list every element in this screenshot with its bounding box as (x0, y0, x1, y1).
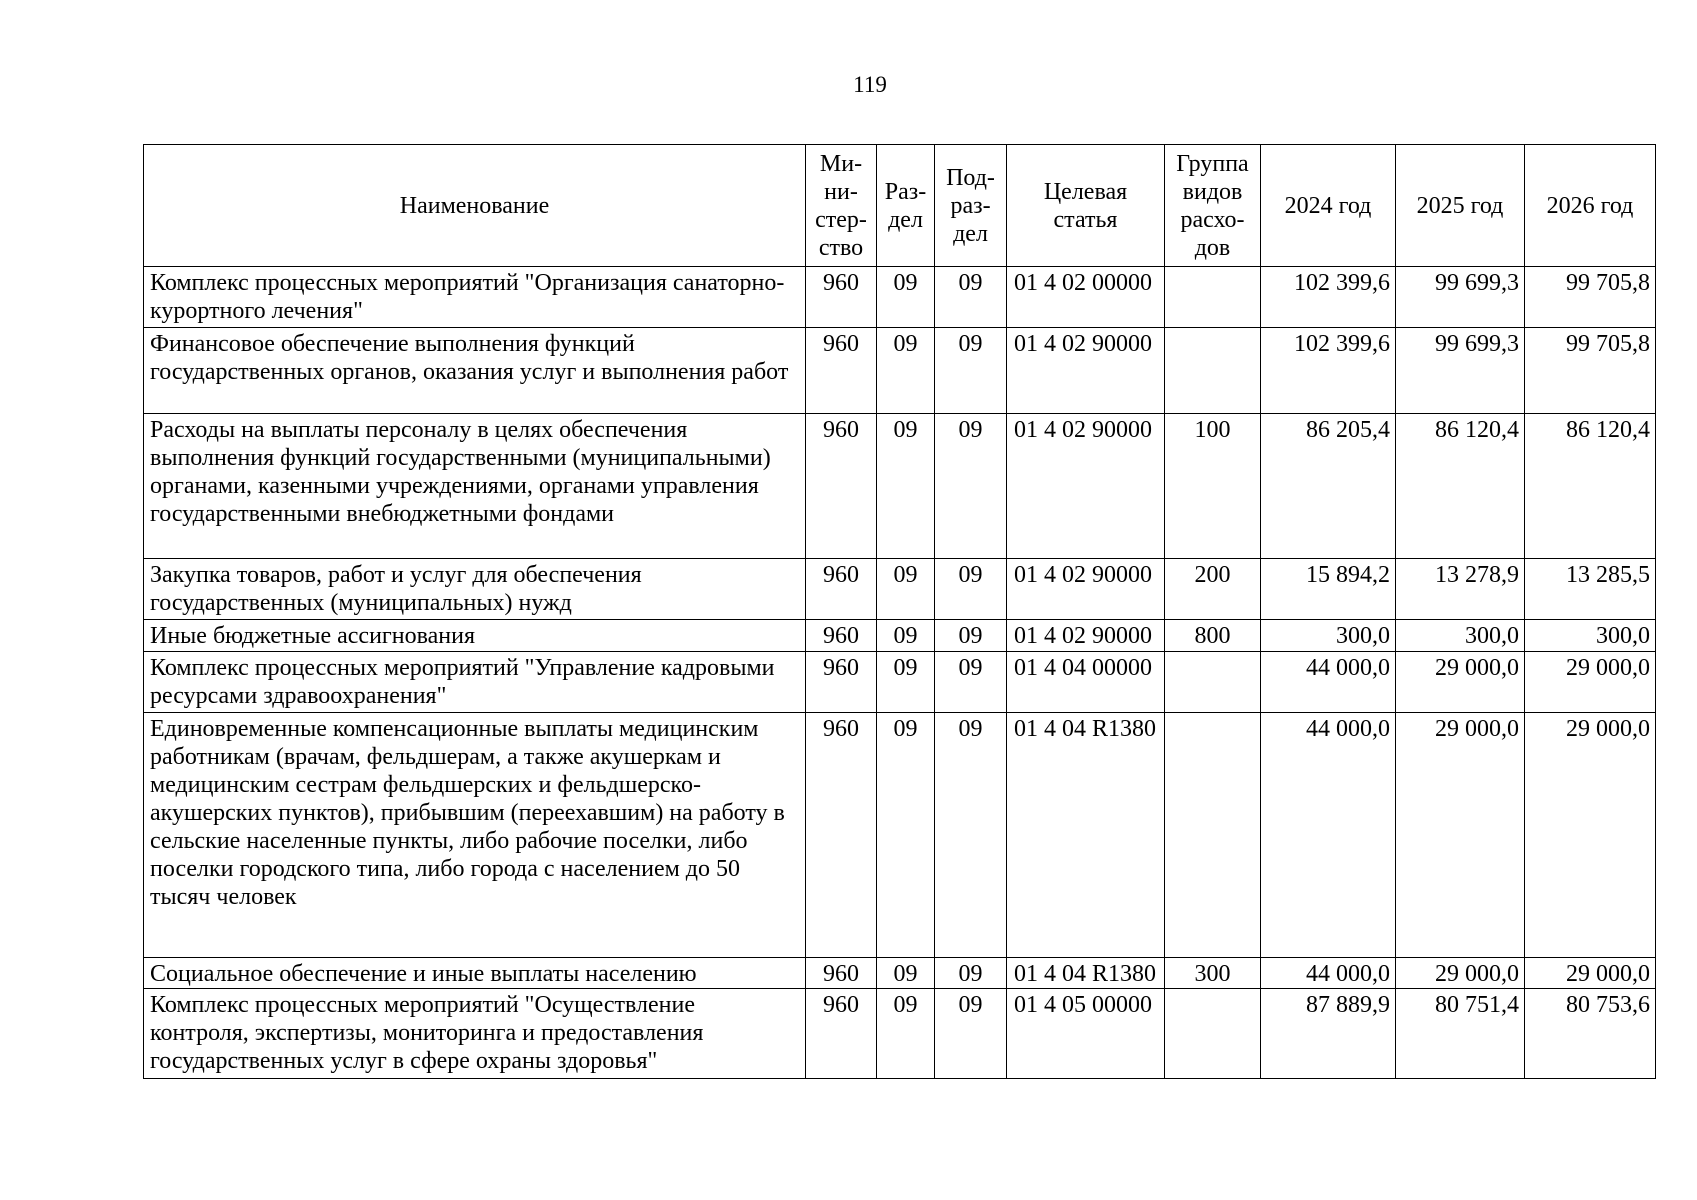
row-section: 09 (877, 328, 935, 414)
table-row (144, 989, 1656, 1079)
row-2024: 300,0 (1261, 620, 1396, 652)
row-target: 01 4 02 90000 (1007, 328, 1165, 414)
table-row (144, 559, 1656, 620)
row-ministry: 960 (806, 713, 877, 958)
row-2026: 99 705,8 (1525, 328, 1656, 414)
row-2025: 29 000,0 (1396, 713, 1525, 958)
header-ministry: Ми- ни- стер- ство (806, 145, 877, 267)
table-row (144, 414, 1656, 559)
row-2024: 15 894,2 (1261, 559, 1396, 620)
row-section: 09 (877, 267, 935, 328)
table-row (144, 958, 1656, 989)
row-2025: 13 278,9 (1396, 559, 1525, 620)
row-2026: 29 000,0 (1525, 958, 1656, 989)
row-2024: 44 000,0 (1261, 652, 1396, 713)
row-subsection: 09 (935, 559, 1007, 620)
row-subsection: 09 (935, 652, 1007, 713)
row-target: 01 4 04 R1380 (1007, 958, 1165, 989)
table-row (144, 267, 1656, 328)
row-group: 100 (1165, 414, 1261, 559)
row-group: 800 (1165, 620, 1261, 652)
row-2026: 29 000,0 (1525, 652, 1656, 713)
table-row (144, 652, 1656, 713)
row-ministry: 960 (806, 414, 877, 559)
header-2025: 2025 год (1396, 145, 1525, 267)
table-row (144, 328, 1656, 414)
row-group (1165, 989, 1261, 1079)
row-2024: 102 399,6 (1261, 328, 1396, 414)
row-target: 01 4 02 90000 (1007, 620, 1165, 652)
row-name: Комплекс процессных мероприятий "Организация санаторно-курортного лечения" (144, 267, 806, 328)
row-target: 01 4 05 00000 (1007, 989, 1165, 1079)
row-group: 200 (1165, 559, 1261, 620)
row-name: Комплекс процессных мероприятий "Управление кадровыми ресурсами здравоохранения" (144, 652, 806, 713)
row-section: 09 (877, 958, 935, 989)
row-subsection: 09 (935, 620, 1007, 652)
table-row (144, 713, 1656, 958)
row-ministry: 960 (806, 989, 877, 1079)
row-subsection: 09 (935, 958, 1007, 989)
row-name: Иные бюджетные ассигнования (144, 620, 806, 652)
row-target: 01 4 02 00000 (1007, 267, 1165, 328)
row-2025: 29 000,0 (1396, 958, 1525, 989)
row-ministry: 960 (806, 267, 877, 328)
row-section: 09 (877, 559, 935, 620)
row-group (1165, 267, 1261, 328)
row-name: Закупка товаров, работ и услуг для обеспечения государственных (муниципальных) нужд (144, 559, 806, 620)
header-2026: 2026 год (1525, 145, 1656, 267)
row-ministry: 960 (806, 620, 877, 652)
row-target: 01 4 04 00000 (1007, 652, 1165, 713)
table-header-row (144, 145, 1656, 267)
row-2025: 86 120,4 (1396, 414, 1525, 559)
row-ministry: 960 (806, 328, 877, 414)
header-subsection: Под- раз- дел (935, 145, 1007, 267)
row-target: 01 4 02 90000 (1007, 414, 1165, 559)
row-subsection: 09 (935, 328, 1007, 414)
row-name: Единовременные компенсационные выплаты медицинским работникам (врачам, фельдшерам, а также акушеркам и медицинским сестрам фельдшерских и фельдшерско-акушерских пунктов), прибывшим (переехавшим) на работу в сельские населенные пункты, либо рабочие поселки, либо поселки городского типа, либо города с населением до 50 тысяч человек (144, 713, 806, 958)
row-section: 09 (877, 620, 935, 652)
row-2024: 102 399,6 (1261, 267, 1396, 328)
row-section: 09 (877, 652, 935, 713)
header-expense-group: Группа видов расхо- дов (1165, 145, 1261, 267)
header-name: Наименование (144, 145, 806, 267)
row-2026: 29 000,0 (1525, 713, 1656, 958)
row-group: 300 (1165, 958, 1261, 989)
row-2025: 99 699,3 (1396, 328, 1525, 414)
row-2024: 87 889,9 (1261, 989, 1396, 1079)
row-2025: 80 751,4 (1396, 989, 1525, 1079)
row-2025: 99 699,3 (1396, 267, 1525, 328)
row-2025: 29 000,0 (1396, 652, 1525, 713)
header-section: Раз- дел (877, 145, 935, 267)
row-subsection: 09 (935, 713, 1007, 958)
row-name: Расходы на выплаты персоналу в целях обеспечения выполнения функций государственными (муниципальными) органами, казенными учреждениями, органами управления государственными внебюджетными фондами (144, 414, 806, 559)
row-2024: 44 000,0 (1261, 958, 1396, 989)
row-2024: 86 205,4 (1261, 414, 1396, 559)
row-group (1165, 713, 1261, 958)
row-subsection: 09 (935, 414, 1007, 559)
row-subsection: 09 (935, 267, 1007, 328)
header-2024: 2024 год (1261, 145, 1396, 267)
row-name: Социальное обеспечение и иные выплаты населению (144, 958, 806, 989)
row-section: 09 (877, 989, 935, 1079)
row-2025: 300,0 (1396, 620, 1525, 652)
row-ministry: 960 (806, 559, 877, 620)
row-2026: 13 285,5 (1525, 559, 1656, 620)
row-group (1165, 328, 1261, 414)
row-subsection: 09 (935, 989, 1007, 1079)
row-2026: 86 120,4 (1525, 414, 1656, 559)
header-target-item: Целевая статья (1007, 145, 1165, 267)
row-2026: 300,0 (1525, 620, 1656, 652)
table-row (144, 620, 1656, 652)
row-2026: 99 705,8 (1525, 267, 1656, 328)
row-target: 01 4 04 R1380 (1007, 713, 1165, 958)
row-name: Комплекс процессных мероприятий "Осуществление контроля, экспертизы, мониторинга и предоставления государственных услуг в сфере охраны здоровья" (144, 989, 806, 1079)
row-2026: 80 753,6 (1525, 989, 1656, 1079)
row-section: 09 (877, 414, 935, 559)
row-2024: 44 000,0 (1261, 713, 1396, 958)
row-group (1165, 652, 1261, 713)
budget-table (143, 144, 1656, 1079)
row-ministry: 960 (806, 652, 877, 713)
row-ministry: 960 (806, 958, 877, 989)
page-number: 119 (853, 72, 887, 97)
row-target: 01 4 02 90000 (1007, 559, 1165, 620)
row-section: 09 (877, 713, 935, 958)
row-name: Финансовое обеспечение выполнения функций государственных органов, оказания услуг и выполнения работ (144, 328, 806, 414)
